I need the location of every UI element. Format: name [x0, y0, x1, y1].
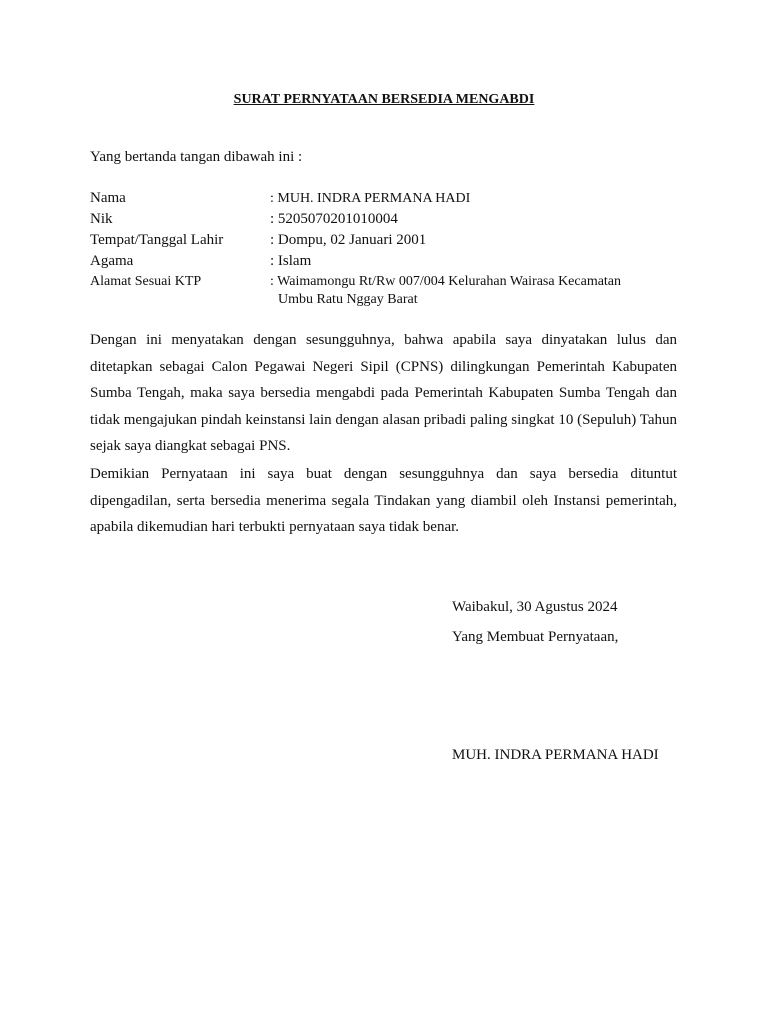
signature-closing: Yang Membuat Pernyataan,	[452, 629, 619, 645]
field-value-ttl: : Dompu, 02 Januari 2001	[270, 232, 427, 248]
field-value-agama: : Islam	[270, 253, 312, 269]
intro-line: Yang bertanda tangan dibawah ini :	[90, 149, 303, 165]
body-paragraph-2: Demikian Pernyataan ini saya buat dengan sesungguhnya dan saya bersedia dituntut dipengadilan, serta bersedia menerima segala Tindakan yang diambil oleh Instansi pemerintah, apabila dikemudian hari terbukti pernyataan saya tidak benar.	[90, 466, 677, 535]
field-value-nama: : MUH. INDRA PERMANA HADI	[270, 191, 471, 206]
signature-name: MUH. INDRA PERMANA HADI	[452, 747, 659, 763]
field-value-alamat: : Waimamongu Rt/Rw 007/004 Kelurahan Wairasa Kecamatan	[270, 274, 622, 289]
body-paragraph-1: Dengan ini menyatakan dengan sesungguhnya, bahwa apabila saya dinyatakan lulus dan ditetapkan sebagai Calon Pegawai Negeri Sipil (CPNS) dilingkungan Pemerintah Kabupaten Sumba Tengah, maka saya bersedia mengabdi pada Pemerintah Kabupaten Sumba Tengah dan tidak mengajukan pindah keinstansi lain dengan alasan pribadi paling singkat 10 (Sepuluh) Tahun sejak saya diangkat sebagai PNS.	[90, 332, 677, 454]
document-title: SURAT PERNYATAAN BERSEDIA MENGABDI	[233, 92, 535, 107]
field-label-nik: Nik	[90, 211, 113, 227]
field-label-alamat: Alamat Sesuai KTP	[90, 274, 202, 289]
field-value-alamat-line2: Umbu Ratu Nggay Barat	[278, 292, 418, 307]
field-label-nama: Nama	[90, 190, 126, 206]
field-label-agama: Agama	[90, 253, 134, 269]
field-label-ttl: Tempat/Tanggal Lahir	[90, 232, 224, 248]
field-value-nik: : 5205070201010004	[270, 211, 398, 227]
signature-place-date: Waibakul, 30 Agustus 2024	[452, 599, 618, 615]
